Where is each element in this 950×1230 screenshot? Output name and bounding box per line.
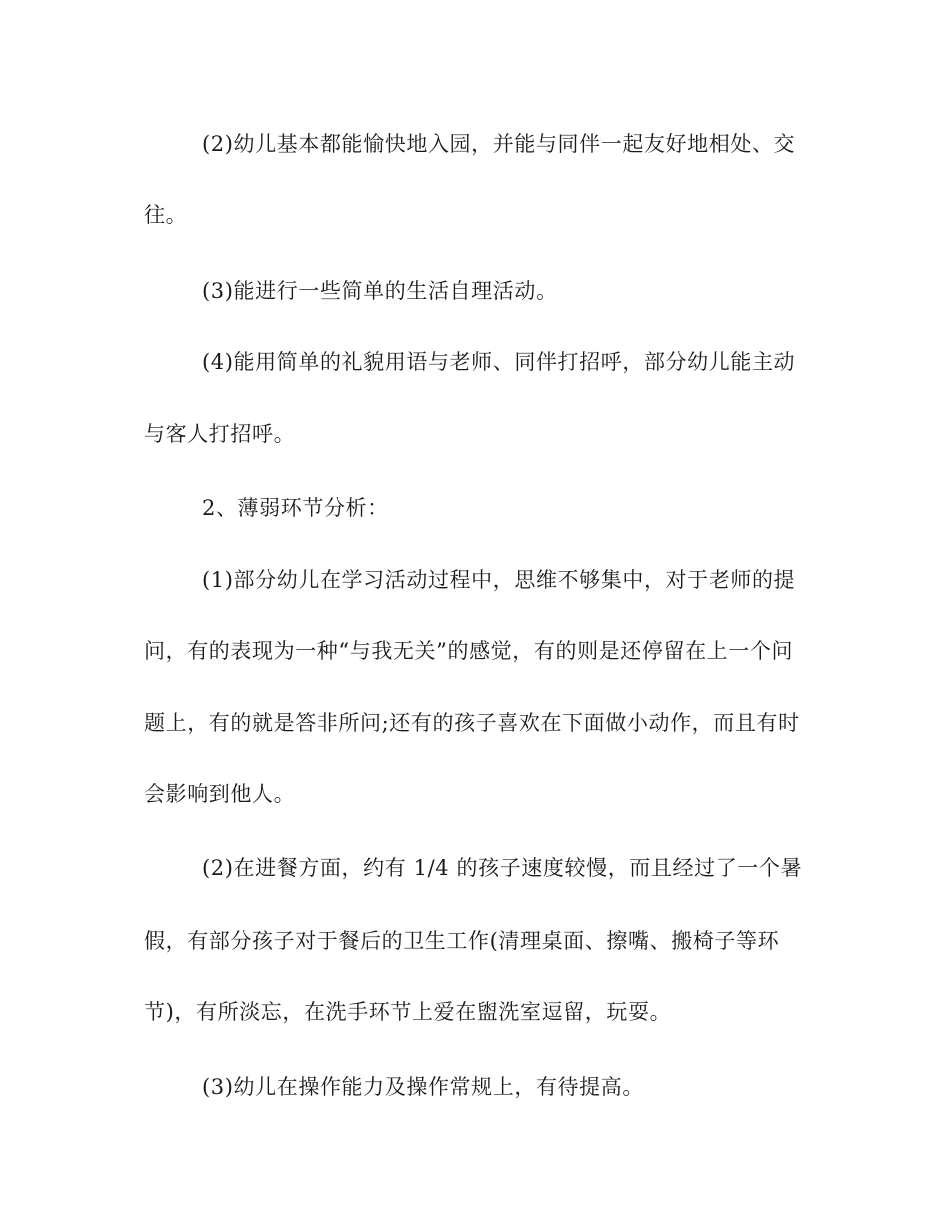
- paragraph-item-3: (3)能进行一些简单的生活自理活动。: [202, 279, 558, 303]
- paragraph-item-4-line-2: 与客人打招呼。: [144, 422, 296, 446]
- paragraph-item-2-line-2: 往。: [144, 203, 188, 227]
- weak-item-1-line-3: 题上，有的就是答非所问;还有的孩子喜欢在下面做小动作，而且有时: [144, 711, 800, 735]
- paragraph-item-4-line-1: (4)能用简单的礼貌用语与老师、同伴打招呼，部分幼儿能主动: [202, 350, 796, 374]
- paragraph-item-2-line-1: (2)幼儿基本都能愉快地入园，并能与同伴一起友好地相处、交: [202, 132, 796, 156]
- weak-item-2-line-3: 节)，有所淡忘，在洗手环节上爱在盥洗室逗留，玩耍。: [144, 1000, 672, 1024]
- weak-item-2-line-1: (2)在进餐方面，约有 1/4 的孩子速度较慢，而且经过了一个暑: [202, 856, 803, 880]
- weak-item-2-line-2: 假，有部分孩子对于餐后的卫生工作(清理桌面、擦嘴、搬椅子等环: [144, 929, 780, 953]
- section-heading-weak-links: 2、薄弱环节分析：: [202, 496, 389, 520]
- weak-item-3: (3)幼儿在操作能力及操作常规上，有待提高。: [202, 1075, 644, 1099]
- weak-item-1-line-4: 会影响到他人。: [144, 782, 296, 806]
- weak-item-1-line-1: (1)部分幼儿在学习活动过程中，思维不够集中，对于老师的提: [202, 568, 796, 592]
- weak-item-1-line-2: 问，有的表现为一种“与我无关”的感觉，有的则是还停留在上一个问: [144, 639, 794, 663]
